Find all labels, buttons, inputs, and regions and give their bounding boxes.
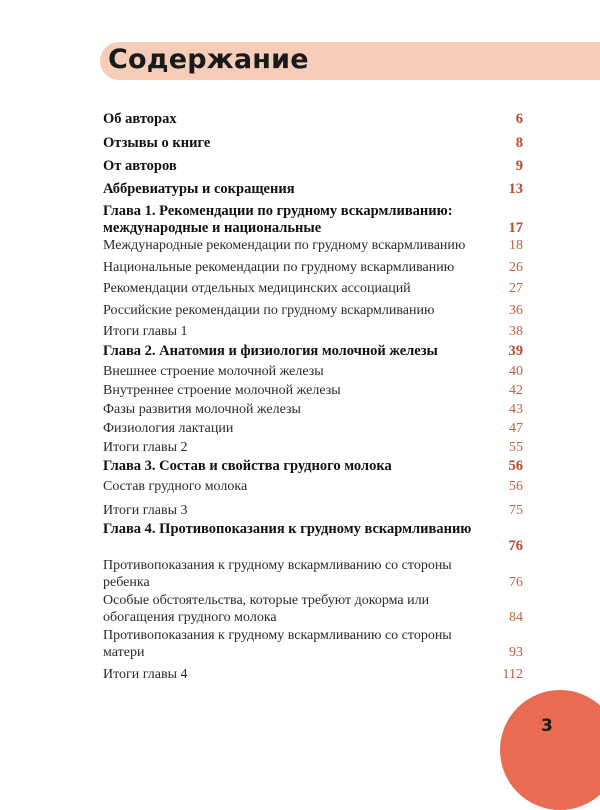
- toc-entry-text: Итоги главы 2: [103, 440, 188, 455]
- toc-entry[interactable]: [103, 343, 523, 360]
- toc-entry-text: Внутреннее строение молочной железы: [103, 383, 341, 398]
- toc-entry-page: 47: [509, 421, 523, 436]
- page-number: 3: [541, 716, 553, 736]
- toc-entry[interactable]: [103, 627, 523, 661]
- toc-entry-text: Противопоказания к грудному вскармливанию со стороны ребенка: [103, 558, 452, 590]
- toc-entry[interactable]: [103, 158, 523, 175]
- toc-entry-page: 17: [508, 220, 523, 236]
- toc-entry-text: Глава 4. Противопоказания к грудному вскармливанию: [103, 521, 472, 537]
- toc-entry-page: 40: [509, 364, 523, 379]
- toc-entry[interactable]: [103, 420, 523, 437]
- toc-entry[interactable]: [103, 237, 523, 254]
- toc-entry[interactable]: [103, 382, 523, 399]
- toc-entry-page: 27: [509, 281, 523, 296]
- toc-entry[interactable]: [103, 666, 523, 683]
- toc-entry-text: Глава 2. Анатомия и физиология молочной железы: [103, 343, 438, 359]
- toc-entry[interactable]: [103, 478, 523, 495]
- toc-entry-page: 8: [515, 135, 523, 151]
- toc-entry-text: Физиология лактации: [103, 421, 234, 436]
- toc-entry-page: 36: [509, 303, 523, 318]
- toc-entry[interactable]: [103, 439, 523, 456]
- toc-entry-text: Внешнее строение молочной железы: [103, 364, 324, 379]
- toc-entry[interactable]: [103, 521, 523, 555]
- toc-entry-text: От авторов: [103, 158, 177, 174]
- toc-entry-page: 6: [515, 111, 523, 127]
- toc-entry[interactable]: [103, 203, 523, 237]
- toc-entry-text: Противопоказания к грудному вскармливанию со стороны матери: [103, 628, 452, 660]
- toc-entry[interactable]: [103, 135, 523, 152]
- toc-entry-page: 93: [509, 645, 523, 660]
- toc-entry-page: 26: [509, 260, 523, 275]
- toc-entry-text: Итоги главы 4: [103, 667, 188, 682]
- toc-entry-page: 43: [509, 402, 523, 417]
- toc-entry-page: 84: [509, 610, 523, 625]
- toc-entry[interactable]: [103, 323, 523, 340]
- toc-entry-page: 39: [508, 343, 523, 359]
- toc-entry-page: 112: [502, 667, 523, 682]
- toc-entry-page: 76: [509, 575, 523, 590]
- toc-entry[interactable]: [103, 280, 523, 297]
- toc-entry-text: Итоги главы 1: [103, 324, 188, 339]
- toc-entry-page: 56: [508, 458, 523, 474]
- toc-entry-text: Итоги главы 3: [103, 503, 188, 518]
- toc-entry-text: Глава 1. Рекомендации по грудному вскармливанию: международные и национальные: [103, 203, 453, 236]
- toc-entry-page: 9: [515, 158, 523, 174]
- toc-entry-page: 55: [509, 440, 523, 455]
- toc-entry-text: Российские рекомендации по грудному вскармливанию: [103, 303, 435, 318]
- toc-entry-text: Глава 3. Состав и свойства грудного молока: [103, 458, 392, 474]
- toc-entry-page: 56: [509, 479, 523, 494]
- toc-entry-text: Рекомендации отдельных медицинских ассоциаций: [103, 281, 411, 296]
- toc-entry[interactable]: [103, 592, 523, 626]
- toc-entry-page: 75: [509, 503, 523, 518]
- toc-entry-text: Особые обстоятельства, которые требуют докорма или обогащения грудного молока: [103, 593, 430, 625]
- toc-entry[interactable]: [103, 401, 523, 418]
- toc-entry[interactable]: [103, 111, 523, 128]
- toc-entry-page: 76: [508, 538, 523, 554]
- toc-entry[interactable]: [103, 181, 523, 198]
- toc-entry-text: Международные рекомендации по грудному вскармливанию: [103, 238, 466, 253]
- toc-entry[interactable]: [103, 502, 523, 519]
- toc-entry[interactable]: [103, 557, 523, 591]
- toc-entry[interactable]: [103, 363, 523, 380]
- toc-entry[interactable]: [103, 302, 523, 319]
- toc-entry-text: Аббревиатуры и сокращения: [103, 181, 295, 197]
- toc-entry-text: Об авторах: [103, 111, 177, 127]
- toc-entry-text: Национальные рекомендации по грудному вскармливанию: [103, 260, 455, 275]
- toc-entry-text: Состав грудного молока: [103, 479, 248, 494]
- toc-entry-page: 38: [509, 324, 523, 339]
- toc-entry-page: 42: [509, 383, 523, 398]
- page-title: Содержание: [108, 44, 309, 75]
- toc-entry[interactable]: [103, 458, 523, 475]
- toc-entry-page: 18: [509, 238, 523, 253]
- toc-entry[interactable]: [103, 259, 523, 276]
- toc-entry-text: Отзывы о книге: [103, 135, 211, 151]
- toc-entry-text: Фазы развития молочной железы: [103, 402, 301, 417]
- toc-entry-page: 13: [508, 181, 523, 197]
